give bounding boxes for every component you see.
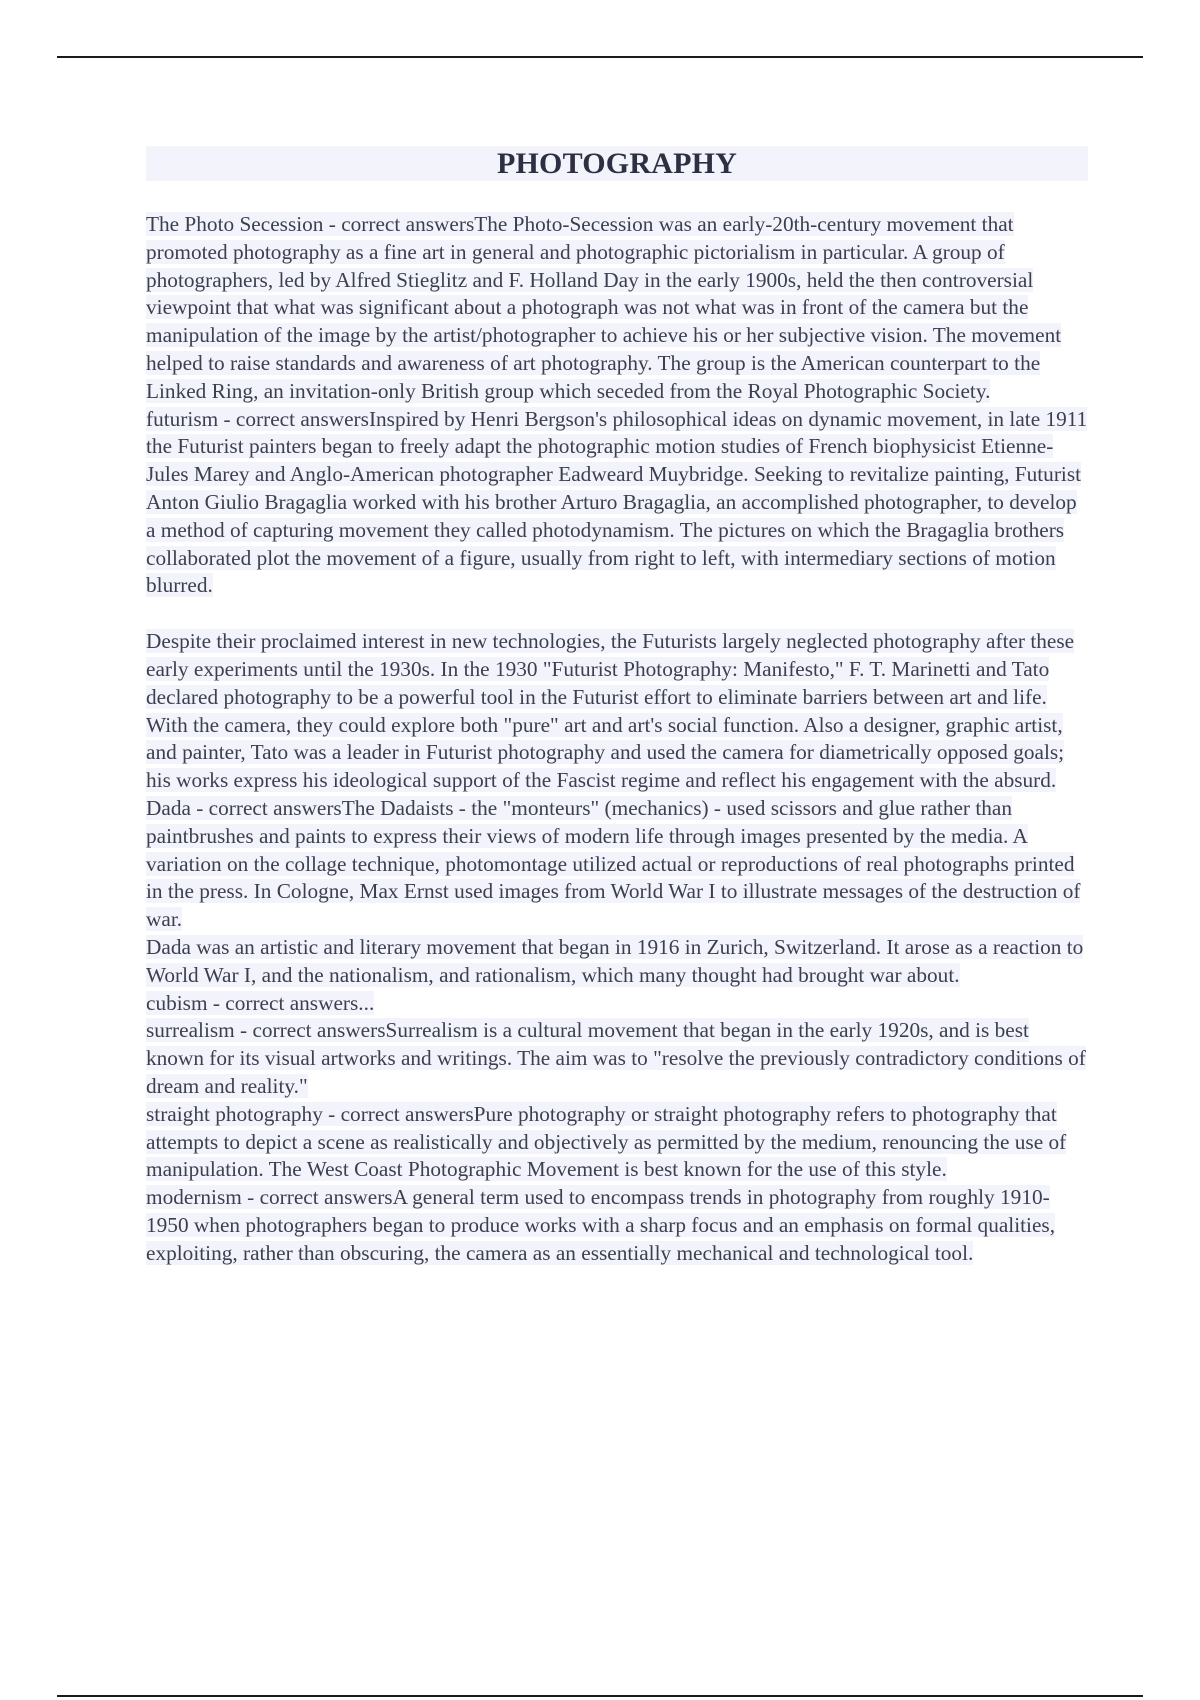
document-body <box>146 211 1088 1267</box>
paragraph-text: cubism - correct answers... <box>146 990 375 1015</box>
paragraph-text: surrealism - correct answersSurrealism is a cultural movement that began in the early 1920s, and is best known for its visual artworks and writings. The aim was to "resolve the previously contradictory conditions of dream and reality." <box>146 1018 1086 1098</box>
paragraph-text: The Photo Secession - correct answersThe Photo-Secession was an early-20th-century movement that promoted photography as a fine art in general and photographic pictorialism in particular. A group of photographers, led by Alfred Stieglitz and F. Holland Day in the early 1900s, held the then controversial viewpoint that what was significant about a photograph was not what was in front of the camera but the manipulation of the image by the artist/photographer to achieve his or her subjective vision. The movement helped to raise standards and awareness of art photography. The group is the American counterpart to the Linked Ring, an invitation-only British group which seceded from the Royal Photographic Society. <box>146 212 1062 403</box>
top-rule <box>57 56 1143 58</box>
paragraph-futurism-continued <box>146 628 1088 795</box>
paragraph-futurism <box>146 406 1088 601</box>
paragraph-text: modernism - correct answersA general term used to encompass trends in photography from roughly 1910-1950 when photographers began to produce works with a sharp focus and an emphasis on formal qualities, exploiting, rather than obscuring, the camera as an essentially mechanical and technological tool. <box>146 1185 1056 1265</box>
paragraph-dada <box>146 795 1088 934</box>
paragraph-straight-photography <box>146 1101 1088 1184</box>
paragraph-photo-secession <box>146 211 1088 406</box>
paragraph-cubism <box>146 990 1088 1018</box>
document-page <box>146 146 1088 1267</box>
paragraph-dada-continued <box>146 934 1088 990</box>
paragraph-spacer <box>146 600 1088 628</box>
page-title: PHOTOGRAPHY <box>497 146 737 180</box>
paragraph-text: Dada was an artistic and literary movement that began in 1916 in Zurich, Switzerland. It arose as a reaction to World War I, and the nationalism, and rationalism, which many thought had brought war about. <box>146 934 1084 987</box>
paragraph-text: Despite their proclaimed interest in new technologies, the Futurists largely neglected photography after these early experiments until the 1930s. In the 1930 "Futurist Photography: Manifesto," F. T. Marinetti and Tato declared photography to be a powerful tool in the Futurist effort to eliminate barriers between art and life. With the camera, they could explore both "pure" art and art's social function. Also a designer, graphic artist, and painter, Tato was a leader in Futurist photography and used the camera for diametrically opposed goals; his works express his ideological support of the Fascist regime and reflect his engagement with the absurd. <box>146 629 1075 793</box>
paragraph-text: Dada - correct answersThe Dadaists - the "monteurs" (mechanics) - used scissors and glue rather than paintbrushes and paints to express their views of modern life through images presented by the media. A variation on the collage technique, photomontage utilized actual or reproductions of real photographs printed in the press. In Cologne, Max Ernst used images from World War I to illustrate messages of the destruction of war. <box>146 795 1081 932</box>
title-bar <box>146 146 1088 181</box>
paragraph-text: straight photography - correct answersPure photography or straight photography refers to photography that attempts to depict a scene as realistically and objectively as permitted by the medium, renouncing the use of manipulation. The West Coast Photographic Movement is best known for the use of this style. <box>146 1101 1067 1182</box>
paragraph-surrealism <box>146 1017 1088 1100</box>
paragraph-text: futurism - correct answersInspired by Henri Bergson's philosophical ideas on dynamic movement, in late 1911 the Futurist painters began to freely adapt the photographic motion studies of French biophysicist Etienne-Jules Marey and Anglo-American photographer Eadweard Muybridge. Seeking to revitalize painting, Futurist Anton Giulio Bragaglia worked with his brother Arturo Bragaglia, an accomplished photographer, to develop a method of capturing movement they called photodynamism. The pictures on which the Bragaglia brothers collaborated plot the movement of a figure, usually from right to left, with intermediary sections of motion blurred. <box>146 406 1088 598</box>
bottom-rule <box>57 1695 1143 1697</box>
paragraph-modernism <box>146 1184 1088 1267</box>
